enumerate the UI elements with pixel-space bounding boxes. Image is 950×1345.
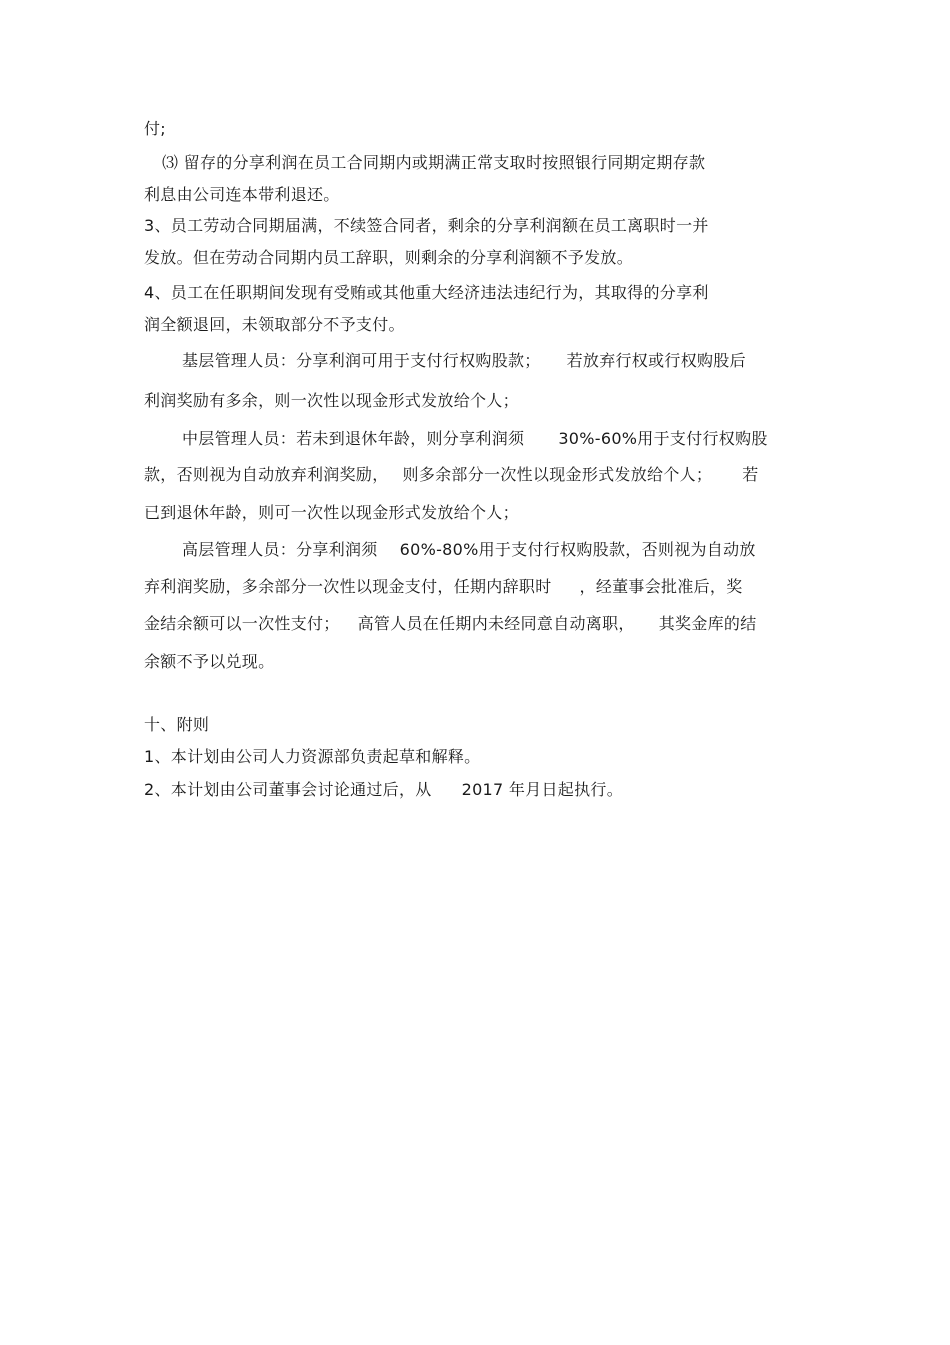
text-span: 十、附则	[144, 715, 210, 734]
text-line	[182, 428, 768, 450]
text-span: 60%-80%用于支付行权购股款，否则视为自动放	[399, 540, 756, 559]
text-span: 则多余部分一次性以现金形式发放给个人；	[402, 465, 713, 484]
text-line	[144, 184, 340, 206]
text-span: 其奖金库的结	[658, 614, 757, 633]
text-line	[144, 502, 519, 524]
text-line	[144, 779, 623, 801]
text-span: 1、本计划由公司人力资源部负责起草和解释。	[144, 747, 481, 766]
text-line	[144, 247, 633, 269]
text-line	[144, 282, 709, 304]
text-span: 款，否则视为自动放弃利润奖励，	[144, 465, 389, 484]
text-span: 2017 年月日起执行。	[461, 780, 623, 799]
text-span: 利息由公司连本带利退还。	[144, 185, 340, 204]
text-span: 基层管理人员：分享利润可用于支付行权购股款；	[182, 351, 541, 370]
section-heading	[144, 714, 209, 736]
text-span: 高层管理人员：分享利润须	[182, 540, 378, 559]
text-line	[144, 314, 405, 336]
text-span: 中层管理人员：若未到退休年龄，则分享利润须	[182, 429, 525, 448]
text-span: 2、本计划由公司董事会讨论通过后，从	[144, 780, 432, 799]
text-span: 已到退休年龄，则可一次性以现金形式发放给个人；	[144, 503, 519, 522]
text-line	[182, 539, 756, 561]
text-span: ⑶ 留存的分享利润在员工合同期内或期满正常支取时按照银行同期定期存款	[162, 153, 706, 172]
text-span: 4、员工在任职期间发现有受贿或其他重大经济违法违纪行为，其取得的分享利	[144, 283, 709, 302]
text-span: 3、员工劳动合同期届满，不续签合同者，剩余的分享利润额在员工离职时一并	[144, 216, 709, 235]
text-line	[144, 613, 757, 635]
text-span: 若放弃行权或行权购股后	[566, 351, 746, 370]
text-span: 付;	[144, 119, 166, 138]
text-line	[182, 350, 746, 372]
text-span: ，经董事会批准后，奖	[579, 577, 743, 596]
text-line	[162, 152, 705, 174]
text-span: 弃利润奖励，多余部分一次性以现金支付，任期内辞职时	[144, 577, 552, 596]
text-span: 余额不予以兑现。	[144, 652, 275, 671]
text-span: 润全额退回，未领取部分不予支付。	[144, 315, 405, 334]
text-span: 30%-60%用于支付行权购股	[558, 429, 768, 448]
text-line	[144, 118, 166, 140]
text-span: 金结余额可以一次性支付；	[144, 614, 340, 633]
text-span: 利润奖励有多余，则一次性以现金形式发放给个人；	[144, 391, 519, 410]
text-line	[144, 651, 274, 673]
text-line	[144, 464, 759, 486]
text-span: 若	[742, 465, 759, 484]
text-line	[144, 215, 709, 237]
text-span: 高管人员在任期内未经同意自动离职，	[357, 614, 635, 633]
text-span: 发放。但在劳动合同期内员工辞职，则剩余的分享利润额不予发放。	[144, 248, 634, 267]
text-line	[144, 746, 480, 768]
text-line	[144, 390, 519, 412]
text-line	[144, 576, 743, 598]
